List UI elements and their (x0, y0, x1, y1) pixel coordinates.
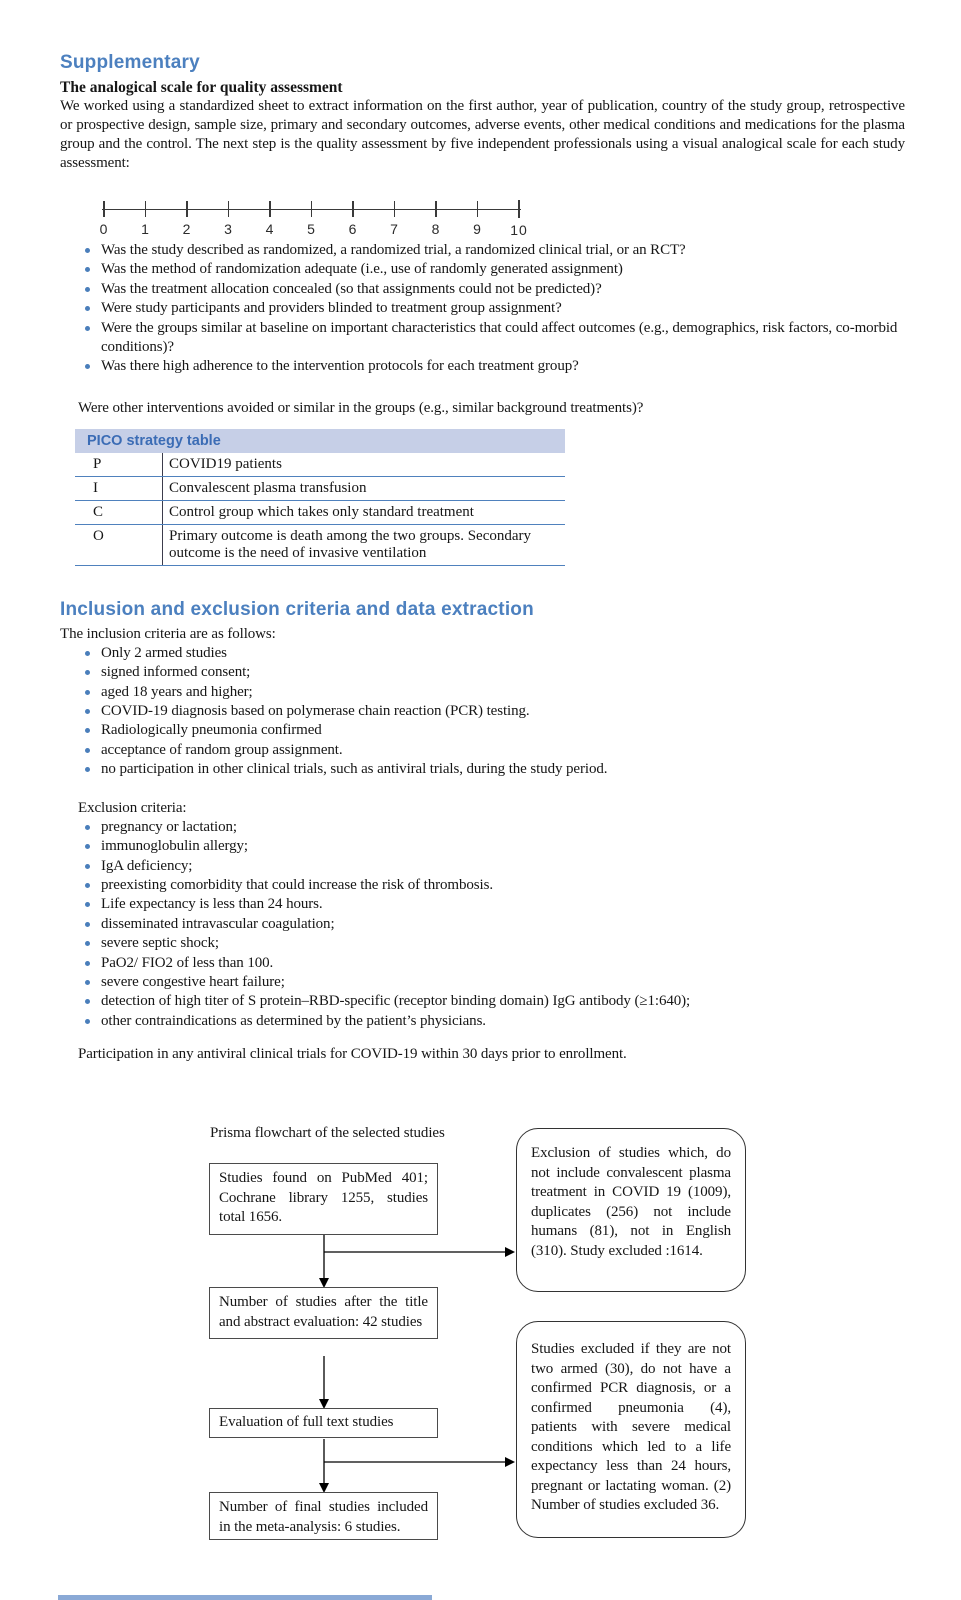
quality-question-item: Was the study described as randomized, a randomized trial, a randomized clinical trial, or an RCT? (60, 241, 905, 260)
pico-table (75, 429, 565, 566)
pico-key-cell: P (75, 453, 163, 476)
pico-key-cell: C (75, 501, 163, 524)
tick-mark (311, 201, 313, 217)
inclusion-item: COVID-19 diagnosis based on polymerase chain reaction (PCR) testing. (60, 702, 905, 721)
inclusion-item: acceptance of random group assignment. (60, 741, 905, 760)
exclusion-item: severe congestive heart failure; (60, 973, 905, 992)
tick-label: 7 (390, 221, 399, 237)
scale-ticks (99, 197, 528, 238)
inclusion-item: Only 2 armed studies (60, 644, 905, 663)
tick-mark (518, 200, 520, 218)
tick-mark (477, 201, 479, 217)
scale-tick (473, 197, 482, 238)
pico-table-row (75, 477, 565, 501)
cutoff-blue-bar (58, 1595, 432, 1600)
pico-value-cell: Convalescent plasma transfusion (169, 479, 367, 496)
exclusion-item: severe septic shock; (60, 934, 905, 953)
intro-paragraph: We worked using a standardized sheet to extract information on the first author, year of publication, country of the study group, retrospective or prospective design, sample size, primary and secondary outcomes, adverse events, other medical conditions and medications for the plasma group and the control. The next step is the quality assessment by five independent professionals using a visual analogical scale for each study assessment: (60, 98, 905, 171)
inclusion-item: no participation in other clinical trials, such as antiviral trials, during the study period. (60, 760, 905, 779)
exclusion-item: immunoglobulin allergy; (60, 837, 905, 856)
flowchart-box-final: Number of final studies included in the meta-analysis: 6 studies. (209, 1492, 438, 1540)
scale-tick (141, 197, 150, 238)
tick-label: 1 (141, 221, 150, 237)
pico-value-cell: Primary outcome is death among the two groups. Secondary outcome is the need of invasive ventilation (169, 527, 532, 561)
quality-question-item: Was there high adherence to the intervention protocols for each treatment group? (60, 357, 905, 376)
tick-mark (186, 201, 188, 217)
tick-label: 4 (265, 221, 275, 237)
tick-mark (435, 201, 437, 217)
pico-key-cell: I (75, 477, 163, 500)
inclusion-intro: The inclusion criteria are as follows: (60, 625, 276, 642)
exclusion-item: pregnancy or lactation; (60, 818, 905, 837)
tick-mark (228, 201, 230, 217)
inclusion-item: aged 18 years and higher; (60, 683, 905, 702)
quality-question-item: Was the treatment allocation concealed (so that assignments could not be predicted)? (60, 280, 905, 299)
tick-mark (145, 201, 147, 217)
exclusion-criteria-list (60, 818, 905, 1031)
pico-table-header: PICO strategy table (75, 429, 565, 453)
tick-label: 9 (473, 221, 482, 237)
exclusion-item: IgA deficiency; (60, 857, 905, 876)
exclusion-item: disseminated intravascular coagulation; (60, 915, 905, 934)
participation-paragraph: Participation in any antiviral clinical trials for COVID-19 within 30 days prior to enrollment. (78, 1046, 627, 1063)
flowchart-box-excluded-2: Studies excluded if they are not two armed (30), do not have a confirmed PCR diagnosis, or a confirmed pneumonia (4), patients with severe medical conditions which led to a life expectancy less than 24 hours, pregnant or lactating woman. (2) Number of studies excluded 36. (516, 1321, 746, 1538)
quality-questions-list (60, 241, 905, 377)
pico-table-row (75, 525, 565, 566)
scale-tick (348, 197, 358, 238)
pico-table-body (75, 453, 565, 566)
scale-tick (390, 197, 399, 238)
scale-tick (307, 197, 316, 238)
quality-question-item: Was the method of randomization adequate (i.e., use of randomly generated assignment) (60, 260, 905, 279)
pico-table-row (75, 501, 565, 525)
flowchart-title: Prisma flowchart of the selected studies (210, 1125, 445, 1141)
supplementary-heading: Supplementary (60, 52, 200, 73)
prisma-flowchart (0, 1100, 961, 1570)
flowchart-box-full-text: Evaluation of full text studies (209, 1408, 438, 1438)
flowchart-box-title-abstract: Number of studies after the title and abstract evaluation: 42 studies (209, 1287, 438, 1339)
tick-mark (269, 201, 271, 217)
tick-mark (394, 201, 396, 217)
scale-tick (431, 197, 441, 238)
scale-tick (265, 197, 275, 238)
analogical-scale-subheading: The analogical scale for quality assessment (60, 79, 343, 96)
quality-question-item: Were the groups similar at baseline on important characteristics that could affect outcomes (e.g., demographics, risk factors, co-morbid conditions)? (60, 319, 905, 358)
scale-tick (182, 197, 192, 238)
flowchart-box-search: Studies found on PubMed 401; Cochrane library 1255, studies total 1656. (209, 1163, 438, 1235)
other-interventions-paragraph: Were other interventions avoided or similar in the groups (e.g., similar background treatments)? (78, 399, 644, 416)
exclusion-label: Exclusion criteria: (78, 799, 187, 816)
scale-tick (99, 197, 109, 238)
pico-value-cell: Control group which takes only standard treatment (169, 503, 474, 520)
scale-tick (224, 197, 233, 238)
pico-table-row (75, 453, 565, 477)
pico-value-cell: COVID19 patients (169, 455, 282, 472)
inclusion-item: signed informed consent; (60, 663, 905, 682)
visual-analog-scale (99, 197, 528, 241)
flowchart-arrows (0, 1100, 961, 1570)
quality-question-item: Were study participants and providers blinded to treatment group assignment? (60, 299, 905, 318)
tick-mark (103, 201, 105, 217)
exclusion-item: preexisting comorbidity that could increase the risk of thrombosis. (60, 876, 905, 895)
inclusion-item: Radiologically pneumonia confirmed (60, 721, 905, 740)
tick-label: 3 (224, 221, 233, 237)
exclusion-item: detection of high titer of S protein–RBD-specific (receptor binding domain) IgG antibody (≥1:640); (60, 992, 905, 1011)
exclusion-item: other contraindications as determined by the patient’s physicians. (60, 1012, 905, 1031)
tick-label: 5 (307, 221, 316, 237)
inclusion-criteria-list (60, 644, 905, 780)
arrowhead-right-icon (505, 1247, 515, 1257)
arrowhead-right-icon (505, 1457, 515, 1467)
tick-mark (352, 201, 354, 217)
flowchart-box-excluded-1: Exclusion of studies which, do not include convalescent plasma treatment in COVID 19 (1009), duplicates (256) not include humans (81), not in English (310). Study excluded :1614. (516, 1128, 746, 1292)
pico-key-cell: O (75, 525, 163, 565)
tick-label: 2 (182, 221, 192, 237)
tick-label: 10 (510, 222, 528, 238)
inclusion-exclusion-heading: Inclusion and exclusion criteria and data extraction (60, 598, 534, 620)
exclusion-item: PaO2/ FIO2 of less than 100. (60, 954, 905, 973)
tick-label: 6 (348, 221, 358, 237)
tick-label: 0 (99, 221, 109, 237)
exclusion-item: Life expectancy is less than 24 hours. (60, 895, 905, 914)
scale-tick (510, 197, 528, 238)
tick-label: 8 (431, 221, 441, 237)
